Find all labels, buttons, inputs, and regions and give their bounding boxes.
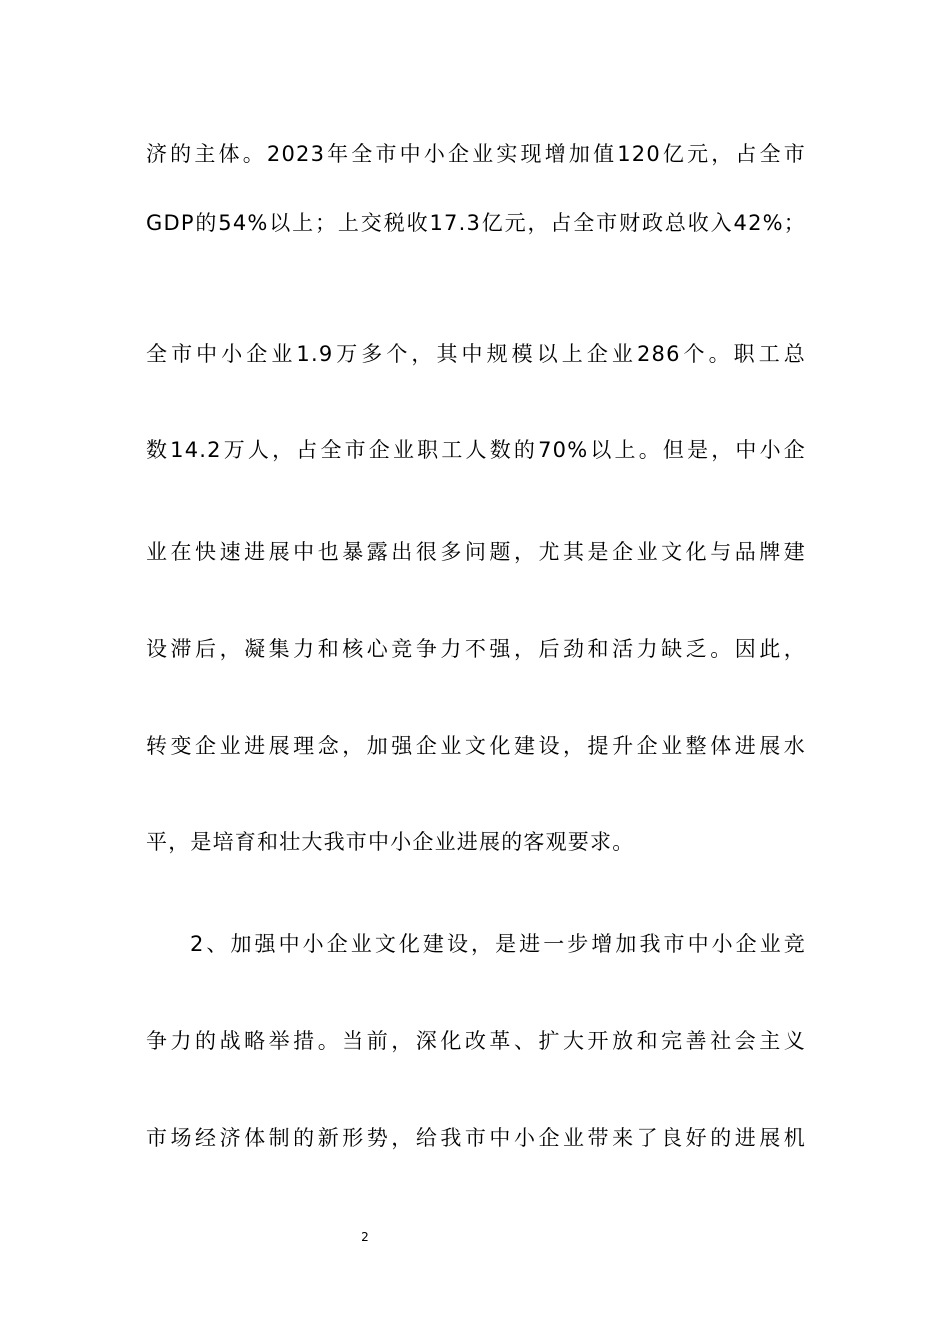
page-number: 2	[361, 1230, 369, 1244]
text-line: 数14.2万人，占全市企业职工人数的70%以上。但是，中小企	[146, 438, 806, 462]
text-line: 济的主体。2023年全市中小企业实现增加值120亿元，占全市	[146, 142, 806, 166]
text-line: 争力的战略举措。当前，深化改革、扩大开放和完善社会主义	[146, 1029, 806, 1053]
text-line: 转变企业进展理念，加强企业文化建设，提升企业整体进展水	[146, 734, 806, 758]
text-line: 业在快速进展中也暴露出很多问题，尤其是企业文化与品牌建	[146, 540, 806, 564]
text-line: 市场经济体制的新形势，给我市中小企业带来了良好的进展机	[146, 1126, 806, 1150]
text-line: GDP的54%以上；上交税收17.3亿元，占全市财政总收入42%；	[146, 211, 806, 235]
text-line: 全市中小企业1.9万多个，其中规模以上企业286个。职工总	[146, 342, 806, 366]
text-line: 平，是培育和壮大我市中小企业进展的客观要求。	[146, 830, 635, 854]
text-line: 2、加强中小企业文化建设，是进一步增加我市中小企业竞	[190, 932, 806, 956]
text-line: 设滞后，凝集力和核心竞争力不强，后劲和活力缺乏。因此，	[146, 637, 806, 661]
